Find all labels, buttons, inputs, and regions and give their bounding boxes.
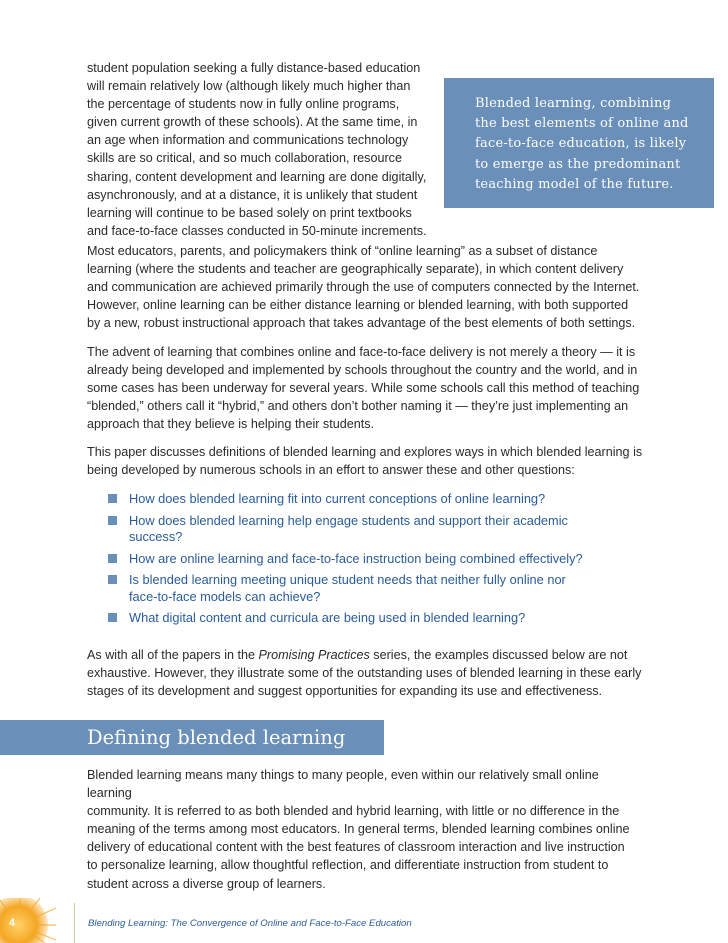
text-line: being developed by numerous schools in an effort to answer these and other questions:: [87, 463, 575, 478]
text-line: will remain relatively low (although likely much higher than: [87, 79, 411, 94]
text-line: to emerge as the predominant: [475, 156, 681, 172]
text-line: How does blended learning help engage students and support their academic: [129, 512, 568, 528]
text-line: learning will continue to be based solely on print textbooks: [87, 205, 412, 220]
question-list: [108, 491, 628, 632]
text-line: success?: [129, 529, 183, 544]
text-line: How does blended learning fit into current conceptions of online learning?: [129, 491, 546, 506]
text-line: by a new, robust instructional approach that takes advantage of the best elements of both settings.: [87, 316, 636, 331]
text-line: meaning of the terms among most educators. In general terms, blended learning combines online: [87, 822, 630, 837]
text-line: teaching model of the future.: [475, 176, 674, 192]
text-line: Is blended learning meeting unique student needs that neither fully online nor: [129, 572, 566, 588]
text-line: The advent of learning that combines online and face-to-face delivery is not merely a theory — it is: [87, 345, 636, 359]
text-line: face-to-face education, is likely: [475, 136, 687, 152]
text-line: student across a diverse group of learners.: [87, 876, 326, 891]
square-bullet-icon: [108, 575, 117, 584]
intro-paragraph: [87, 59, 427, 240]
text-line: some cases has been underway for several years. While some schools call this method of teaching: [87, 381, 640, 396]
body-paragraph: [87, 242, 647, 332]
list-item: [108, 610, 628, 626]
series-title: Promising Practices: [258, 648, 370, 662]
text-line: sharing, content development and learning are done digitally,: [87, 169, 427, 184]
square-bullet-icon: [108, 516, 117, 525]
text-line: and face-to-face classes conducted in 50-minute increments.: [87, 223, 427, 238]
text-line: series, the examples discussed below are not: [369, 648, 628, 662]
text-line: As with all of the papers in the: [87, 648, 259, 662]
text-line: Most educators, parents, and policymakers think of “online learning” as a subset of distance: [87, 244, 598, 258]
list-item: [108, 551, 628, 567]
square-bullet-icon: [108, 494, 117, 503]
text-line: given current growth of these schools). At the same time, in: [87, 115, 418, 130]
text-line: the best elements of online and: [475, 116, 689, 132]
text-line: Blended learning, combining: [475, 96, 672, 111]
text-line: the percentage of students now in fully online programs,: [87, 97, 400, 112]
text-line: This paper discusses definitions of blended learning and explores ways in which blended learning is: [87, 445, 643, 459]
section-heading: Defining blended learning: [87, 726, 346, 749]
list-item: [108, 572, 628, 605]
list-item: [108, 491, 628, 507]
text-line: learning (where the students and teacher are geographically separate), in which content delivery: [87, 262, 624, 277]
text-line: Blended learning means many things to many people, even within our relatively small online learning: [87, 768, 599, 801]
text-line: community. It is referred to as both blended and hybrid learning, with little or no difference in the: [87, 804, 620, 819]
text-line: skills are so critical, and so much collaboration, resource: [87, 151, 402, 166]
text-line: How are online learning and face-to-face instruction being combined effectively?: [129, 550, 583, 566]
text-line: face-to-face models can achieve?: [129, 588, 321, 604]
text-line: However, online learning can be either distance learning or blended learning, with both supported: [87, 298, 629, 313]
section-paragraph: [87, 766, 647, 893]
text-line: and communication are achieved primarily through the use of computers connected by the Internet.: [87, 280, 640, 295]
text-line: delivery of educational content with the best features of classroom interaction and live instruction: [87, 840, 625, 855]
text-line: exhaustive. However, they illustrate some of the outstanding uses of blended learning in these early: [87, 666, 642, 681]
text-line: student population seeking a fully distance-based education: [87, 61, 421, 75]
body-paragraph: [87, 646, 647, 700]
text-line: an age when information and communications technology: [87, 133, 409, 148]
text-line: approach that they believe is helping their students.: [87, 417, 375, 432]
pull-quote-text: [475, 94, 696, 195]
text-line: stages of its development and suggest opportunities for expanding its use and effectiveness.: [87, 684, 603, 699]
text-line: asynchronously, and at a distance, it is unlikely that student: [87, 187, 418, 202]
footer-title: Blending Learning: The Convergence of Online and Face-to-Face Education: [88, 918, 412, 929]
square-bullet-icon: [108, 554, 117, 563]
text-line: What digital content and curricula are being used in blended learning?: [129, 610, 526, 626]
list-item: [108, 513, 628, 546]
footer-divider: [74, 903, 75, 943]
page-number: 4: [9, 917, 16, 929]
text-line: to personalize learning, allow thoughtful reflection, and differentiate instruction from student to: [87, 858, 609, 873]
square-bullet-icon: [108, 613, 117, 622]
body-paragraph: [87, 343, 647, 433]
text-line: already being developed and implemented by schools throughout the country and the world, and in: [87, 363, 638, 378]
pull-quote-box: [444, 78, 714, 208]
body-paragraph: [87, 443, 647, 479]
text-line: “blended,” others call it “hybrid,” and others don’t bother naming it — they’re just implementing an: [87, 399, 629, 414]
